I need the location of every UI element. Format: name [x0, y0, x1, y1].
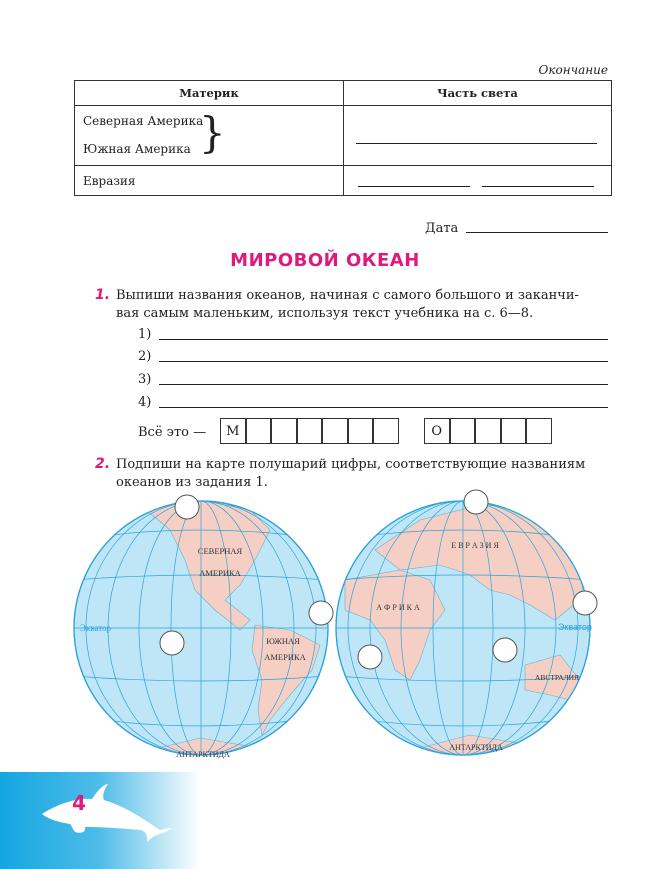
answer-line-2[interactable]: [159, 361, 608, 362]
letter-cell[interactable]: [501, 418, 527, 444]
label-north-america-2: АМЕРИКА: [199, 568, 241, 578]
eastern-hemisphere: [336, 490, 597, 770]
header-continent: Материк: [75, 81, 344, 106]
task1-text-line1: Выпиши названия океанов, начиная с самого большого и заканчи-: [116, 288, 579, 303]
answer-line-3[interactable]: [159, 384, 608, 385]
label-south-america-2: АМЕРИКА: [264, 652, 306, 662]
continent-south-america: Южная Америка: [83, 142, 191, 156]
equator-label: Экватор: [80, 623, 112, 633]
ocean-number-circle[interactable]: [493, 638, 517, 662]
brace-icon: }: [199, 108, 226, 157]
answer-line[interactable]: [358, 186, 470, 187]
ocean-number-circle[interactable]: [573, 591, 597, 615]
item-number: 2): [138, 349, 152, 364]
task-number: 1.: [95, 287, 111, 303]
task2-text-line1: Подпиши на карте полушарий цифры, соответствующие названиям: [116, 457, 586, 472]
letter-cell[interactable]: [373, 418, 399, 444]
letter-cell[interactable]: [348, 418, 374, 444]
task1-text-line2: вая самым маленьким, используя текст учебника на с. 6—8.: [116, 306, 534, 321]
label-africa: А Ф Р И К А: [376, 603, 420, 612]
label-antarctica-west: АНТАРКТИДА: [176, 750, 230, 759]
page-number: 4: [72, 791, 86, 815]
ocean-number-circle[interactable]: [160, 631, 184, 655]
equator-label: Экватор: [558, 622, 592, 632]
letter-cell[interactable]: [450, 418, 476, 444]
item-number: 3): [138, 372, 152, 387]
label-antarctica-east: АНТАРКТИДА: [449, 743, 503, 752]
letter-cell[interactable]: [246, 418, 272, 444]
letter-cell[interactable]: [322, 418, 348, 444]
letter-cell[interactable]: [526, 418, 552, 444]
answer-line-1[interactable]: [159, 339, 608, 340]
task2-text-line2: океанов из задания 1.: [116, 475, 268, 490]
western-hemisphere: [74, 495, 333, 770]
label-north-america-1: СЕВЕРНАЯ: [197, 546, 243, 556]
dolphin-icon: [0, 772, 200, 869]
continent-north-america: Северная Америка: [83, 114, 204, 128]
americas-answer-cell[interactable]: [344, 106, 612, 166]
ocean-number-circle[interactable]: [309, 601, 333, 625]
item-number: 1): [138, 327, 152, 342]
header-part-of-world: Часть света: [344, 81, 612, 106]
eurasia-answer-cell[interactable]: [344, 166, 612, 196]
item-number: 4): [138, 395, 152, 410]
letter-cell[interactable]: [271, 418, 297, 444]
americas-cell: [75, 106, 344, 166]
letter-cell: М: [220, 418, 246, 444]
continent-eurasia: Евразия: [75, 166, 344, 196]
answer-line[interactable]: [356, 143, 597, 144]
ocean-number-circle[interactable]: [175, 495, 199, 519]
answer-line[interactable]: [482, 186, 594, 187]
letter-cell[interactable]: [475, 418, 501, 444]
hemispheres-map: [0, 480, 650, 780]
continents-table: [74, 80, 612, 196]
summary-label: Всё это —: [138, 425, 207, 440]
label-australia: АВСТРАЛИЯ: [534, 673, 580, 682]
date-label: Дата: [425, 221, 459, 236]
ocean-number-circle[interactable]: [464, 490, 488, 514]
continuation-label: Окончание: [538, 63, 608, 77]
date-input-line[interactable]: [466, 232, 608, 233]
task-number: 2.: [95, 456, 111, 472]
label-eurasia: Е В Р А З И Я: [451, 541, 499, 550]
page-footer-decoration: [0, 772, 200, 869]
ocean-number-circle[interactable]: [358, 645, 382, 669]
answer-line-4[interactable]: [159, 407, 608, 408]
page-title: МИРОВОЙ ОКЕАН: [230, 250, 420, 271]
label-south-america-1: ЮЖНАЯ: [266, 636, 300, 646]
letter-cell[interactable]: [297, 418, 323, 444]
letter-cell: О: [424, 418, 450, 444]
